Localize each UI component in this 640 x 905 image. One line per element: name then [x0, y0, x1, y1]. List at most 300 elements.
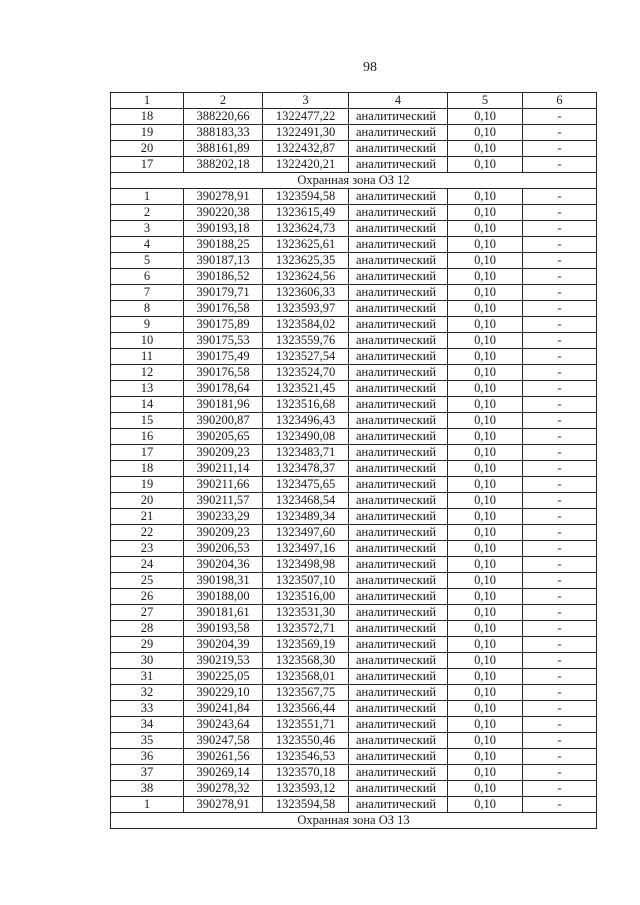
method-cell: аналитический — [349, 253, 448, 269]
accuracy-cell: 0,10 — [448, 589, 523, 605]
note-cell: - — [523, 541, 597, 557]
note-cell: - — [523, 365, 597, 381]
method-cell: аналитический — [349, 221, 448, 237]
accuracy-cell: 0,10 — [448, 205, 523, 221]
table-row — [111, 749, 597, 765]
note-cell: - — [523, 301, 597, 317]
point-number-cell: 14 — [111, 397, 184, 413]
accuracy-cell: 0,10 — [448, 525, 523, 541]
table-row — [111, 445, 597, 461]
table-row — [111, 125, 597, 141]
y-coordinate-cell: 1323615,49 — [263, 205, 349, 221]
table-row — [111, 605, 597, 621]
method-cell: аналитический — [349, 573, 448, 589]
method-cell: аналитический — [349, 381, 448, 397]
table-row — [111, 109, 597, 125]
table-row — [111, 349, 597, 365]
section-row — [111, 173, 597, 189]
point-number-cell: 20 — [111, 141, 184, 157]
x-coordinate-cell: 390193,58 — [184, 621, 263, 637]
table-row — [111, 269, 597, 285]
table-row — [111, 621, 597, 637]
accuracy-cell: 0,10 — [448, 605, 523, 621]
table-row — [111, 685, 597, 701]
method-cell: аналитический — [349, 237, 448, 253]
accuracy-cell: 0,10 — [448, 189, 523, 205]
x-coordinate-cell: 390211,57 — [184, 493, 263, 509]
x-coordinate-cell: 390186,52 — [184, 269, 263, 285]
coordinates-table-body — [111, 109, 597, 829]
method-cell: аналитический — [349, 717, 448, 733]
x-coordinate-cell: 390205,65 — [184, 429, 263, 445]
point-number-cell: 6 — [111, 269, 184, 285]
point-number-cell: 1 — [111, 797, 184, 813]
table-row — [111, 461, 597, 477]
note-cell: - — [523, 141, 597, 157]
note-cell: - — [523, 109, 597, 125]
method-cell: аналитический — [349, 701, 448, 717]
y-coordinate-cell: 1322491,30 — [263, 125, 349, 141]
y-coordinate-cell: 1323569,19 — [263, 637, 349, 653]
section-title: Охранная зона ОЗ 13 — [111, 813, 597, 829]
note-cell: - — [523, 669, 597, 685]
y-coordinate-cell: 1323584,02 — [263, 317, 349, 333]
x-coordinate-cell: 390176,58 — [184, 301, 263, 317]
point-number-cell: 33 — [111, 701, 184, 717]
method-cell: аналитический — [349, 157, 448, 173]
method-cell: аналитический — [349, 509, 448, 525]
note-cell: - — [523, 269, 597, 285]
note-cell: - — [523, 589, 597, 605]
table-row — [111, 765, 597, 781]
point-number-cell: 18 — [111, 109, 184, 125]
note-cell: - — [523, 621, 597, 637]
y-coordinate-cell: 1323624,56 — [263, 269, 349, 285]
method-cell: аналитический — [349, 477, 448, 493]
note-cell: - — [523, 221, 597, 237]
point-number-cell: 17 — [111, 157, 184, 173]
table-row — [111, 253, 597, 269]
x-coordinate-cell: 390211,66 — [184, 477, 263, 493]
note-cell: - — [523, 445, 597, 461]
y-coordinate-cell: 1323593,12 — [263, 781, 349, 797]
method-cell: аналитический — [349, 429, 448, 445]
y-coordinate-cell: 1323496,43 — [263, 413, 349, 429]
note-cell: - — [523, 429, 597, 445]
point-number-cell: 22 — [111, 525, 184, 541]
accuracy-cell: 0,10 — [448, 653, 523, 669]
y-coordinate-cell: 1323593,97 — [263, 301, 349, 317]
method-cell: аналитический — [349, 189, 448, 205]
x-coordinate-cell: 390211,14 — [184, 461, 263, 477]
x-coordinate-cell: 390188,25 — [184, 237, 263, 253]
method-cell: аналитический — [349, 349, 448, 365]
accuracy-cell: 0,10 — [448, 253, 523, 269]
method-cell: аналитический — [349, 205, 448, 221]
point-number-cell: 16 — [111, 429, 184, 445]
accuracy-cell: 0,10 — [448, 669, 523, 685]
column-header-6: 6 — [523, 93, 597, 109]
table-row — [111, 365, 597, 381]
point-number-cell: 2 — [111, 205, 184, 221]
accuracy-cell: 0,10 — [448, 541, 523, 557]
method-cell: аналитический — [349, 333, 448, 349]
table-row — [111, 797, 597, 813]
accuracy-cell: 0,10 — [448, 781, 523, 797]
method-cell: аналитический — [349, 685, 448, 701]
note-cell: - — [523, 477, 597, 493]
y-coordinate-cell: 1323524,70 — [263, 365, 349, 381]
method-cell: аналитический — [349, 285, 448, 301]
x-coordinate-cell: 390181,61 — [184, 605, 263, 621]
method-cell: аналитический — [349, 605, 448, 621]
accuracy-cell: 0,10 — [448, 701, 523, 717]
y-coordinate-cell: 1323498,98 — [263, 557, 349, 573]
y-coordinate-cell: 1323594,58 — [263, 189, 349, 205]
point-number-cell: 25 — [111, 573, 184, 589]
accuracy-cell: 0,10 — [448, 301, 523, 317]
x-coordinate-cell: 388202,18 — [184, 157, 263, 173]
note-cell: - — [523, 653, 597, 669]
y-coordinate-cell: 1323550,46 — [263, 733, 349, 749]
x-coordinate-cell: 390175,49 — [184, 349, 263, 365]
point-number-cell: 32 — [111, 685, 184, 701]
accuracy-cell: 0,10 — [448, 445, 523, 461]
x-coordinate-cell: 390278,91 — [184, 189, 263, 205]
accuracy-cell: 0,10 — [448, 685, 523, 701]
accuracy-cell: 0,10 — [448, 797, 523, 813]
page-number: 98 — [363, 60, 377, 75]
x-coordinate-cell: 390176,58 — [184, 365, 263, 381]
table-row — [111, 237, 597, 253]
table-row — [111, 525, 597, 541]
accuracy-cell: 0,10 — [448, 349, 523, 365]
point-number-cell: 35 — [111, 733, 184, 749]
point-number-cell: 30 — [111, 653, 184, 669]
table-row — [111, 717, 597, 733]
method-cell: аналитический — [349, 621, 448, 637]
section-row — [111, 813, 597, 829]
table-row — [111, 381, 597, 397]
x-coordinate-cell: 390209,23 — [184, 525, 263, 541]
point-number-cell: 11 — [111, 349, 184, 365]
accuracy-cell: 0,10 — [448, 637, 523, 653]
y-coordinate-cell: 1323546,53 — [263, 749, 349, 765]
point-number-cell: 19 — [111, 125, 184, 141]
table-row — [111, 141, 597, 157]
accuracy-cell: 0,10 — [448, 333, 523, 349]
note-cell: - — [523, 781, 597, 797]
accuracy-cell: 0,10 — [448, 397, 523, 413]
note-cell: - — [523, 317, 597, 333]
accuracy-cell: 0,10 — [448, 125, 523, 141]
x-coordinate-cell: 390204,39 — [184, 637, 263, 653]
y-coordinate-cell: 1323606,33 — [263, 285, 349, 301]
note-cell: - — [523, 557, 597, 573]
method-cell: аналитический — [349, 733, 448, 749]
note-cell: - — [523, 525, 597, 541]
y-coordinate-cell: 1322477,22 — [263, 109, 349, 125]
table-row — [111, 509, 597, 525]
y-coordinate-cell: 1322432,87 — [263, 141, 349, 157]
y-coordinate-cell: 1323570,18 — [263, 765, 349, 781]
note-cell: - — [523, 349, 597, 365]
x-coordinate-cell: 390193,18 — [184, 221, 263, 237]
y-coordinate-cell: 1323568,01 — [263, 669, 349, 685]
note-cell: - — [523, 749, 597, 765]
point-number-cell: 1 — [111, 189, 184, 205]
table-row — [111, 429, 597, 445]
table-row — [111, 493, 597, 509]
column-header-4: 4 — [349, 93, 448, 109]
y-coordinate-cell: 1323567,75 — [263, 685, 349, 701]
y-coordinate-cell: 1323516,68 — [263, 397, 349, 413]
accuracy-cell: 0,10 — [448, 717, 523, 733]
method-cell: аналитический — [349, 125, 448, 141]
accuracy-cell: 0,10 — [448, 749, 523, 765]
accuracy-cell: 0,10 — [448, 237, 523, 253]
y-coordinate-cell: 1323497,60 — [263, 525, 349, 541]
accuracy-cell: 0,10 — [448, 317, 523, 333]
point-number-cell: 18 — [111, 461, 184, 477]
y-coordinate-cell: 1323490,08 — [263, 429, 349, 445]
y-coordinate-cell: 1323566,44 — [263, 701, 349, 717]
x-coordinate-cell: 390247,58 — [184, 733, 263, 749]
x-coordinate-cell: 390219,53 — [184, 653, 263, 669]
note-cell: - — [523, 797, 597, 813]
point-number-cell: 29 — [111, 637, 184, 653]
accuracy-cell: 0,10 — [448, 573, 523, 589]
x-coordinate-cell: 390175,53 — [184, 333, 263, 349]
x-coordinate-cell: 390225,05 — [184, 669, 263, 685]
point-number-cell: 28 — [111, 621, 184, 637]
x-coordinate-cell: 388183,33 — [184, 125, 263, 141]
method-cell: аналитический — [349, 141, 448, 157]
method-cell: аналитический — [349, 109, 448, 125]
point-number-cell: 15 — [111, 413, 184, 429]
column-header-2: 2 — [184, 93, 263, 109]
point-number-cell: 13 — [111, 381, 184, 397]
table-row — [111, 317, 597, 333]
x-coordinate-cell: 390278,32 — [184, 781, 263, 797]
method-cell: аналитический — [349, 765, 448, 781]
y-coordinate-cell: 1323559,76 — [263, 333, 349, 349]
note-cell: - — [523, 285, 597, 301]
accuracy-cell: 0,10 — [448, 461, 523, 477]
note-cell: - — [523, 157, 597, 173]
point-number-cell: 38 — [111, 781, 184, 797]
table-row — [111, 733, 597, 749]
note-cell: - — [523, 493, 597, 509]
x-coordinate-cell: 390233,29 — [184, 509, 263, 525]
accuracy-cell: 0,10 — [448, 413, 523, 429]
point-number-cell: 36 — [111, 749, 184, 765]
point-number-cell: 12 — [111, 365, 184, 381]
note-cell: - — [523, 685, 597, 701]
x-coordinate-cell: 390175,89 — [184, 317, 263, 333]
x-coordinate-cell: 390229,10 — [184, 685, 263, 701]
table-row — [111, 589, 597, 605]
accuracy-cell: 0,10 — [448, 285, 523, 301]
y-coordinate-cell: 1323497,16 — [263, 541, 349, 557]
method-cell: аналитический — [349, 493, 448, 509]
accuracy-cell: 0,10 — [448, 477, 523, 493]
accuracy-cell: 0,10 — [448, 557, 523, 573]
y-coordinate-cell: 1323521,45 — [263, 381, 349, 397]
method-cell: аналитический — [349, 669, 448, 685]
x-coordinate-cell: 390188,00 — [184, 589, 263, 605]
point-number-cell: 37 — [111, 765, 184, 781]
x-coordinate-cell: 390261,56 — [184, 749, 263, 765]
x-coordinate-cell: 390278,91 — [184, 797, 263, 813]
method-cell: аналитический — [349, 461, 448, 477]
table-row — [111, 157, 597, 173]
y-coordinate-cell: 1323572,71 — [263, 621, 349, 637]
point-number-cell: 27 — [111, 605, 184, 621]
accuracy-cell: 0,10 — [448, 381, 523, 397]
x-coordinate-cell: 388161,89 — [184, 141, 263, 157]
x-coordinate-cell: 390179,71 — [184, 285, 263, 301]
point-number-cell: 4 — [111, 237, 184, 253]
method-cell: аналитический — [349, 637, 448, 653]
method-cell: аналитический — [349, 749, 448, 765]
point-number-cell: 8 — [111, 301, 184, 317]
note-cell: - — [523, 125, 597, 141]
accuracy-cell: 0,10 — [448, 509, 523, 525]
note-cell: - — [523, 605, 597, 621]
y-coordinate-cell: 1323475,65 — [263, 477, 349, 493]
x-coordinate-cell: 390187,13 — [184, 253, 263, 269]
column-header-5: 5 — [448, 93, 523, 109]
method-cell: аналитический — [349, 269, 448, 285]
y-coordinate-cell: 1323551,71 — [263, 717, 349, 733]
method-cell: аналитический — [349, 797, 448, 813]
table-row — [111, 333, 597, 349]
note-cell: - — [523, 717, 597, 733]
coordinates-table — [110, 92, 597, 829]
table-row — [111, 205, 597, 221]
y-coordinate-cell: 1323507,10 — [263, 573, 349, 589]
method-cell: аналитический — [349, 413, 448, 429]
point-number-cell: 20 — [111, 493, 184, 509]
table-row — [111, 781, 597, 797]
method-cell: аналитический — [349, 397, 448, 413]
note-cell: - — [523, 253, 597, 269]
y-coordinate-cell: 1323478,37 — [263, 461, 349, 477]
accuracy-cell: 0,10 — [448, 733, 523, 749]
point-number-cell: 26 — [111, 589, 184, 605]
point-number-cell: 21 — [111, 509, 184, 525]
table-header-row — [111, 93, 597, 109]
accuracy-cell: 0,10 — [448, 141, 523, 157]
point-number-cell: 5 — [111, 253, 184, 269]
x-coordinate-cell: 390243,64 — [184, 717, 263, 733]
note-cell: - — [523, 205, 597, 221]
y-coordinate-cell: 1323531,30 — [263, 605, 349, 621]
table-row — [111, 653, 597, 669]
y-coordinate-cell: 1323625,61 — [263, 237, 349, 253]
accuracy-cell: 0,10 — [448, 765, 523, 781]
y-coordinate-cell: 1323489,34 — [263, 509, 349, 525]
x-coordinate-cell: 390198,31 — [184, 573, 263, 589]
accuracy-cell: 0,10 — [448, 221, 523, 237]
column-header-1: 1 — [111, 93, 184, 109]
note-cell: - — [523, 189, 597, 205]
table-row — [111, 301, 597, 317]
accuracy-cell: 0,10 — [448, 365, 523, 381]
note-cell: - — [523, 381, 597, 397]
point-number-cell: 17 — [111, 445, 184, 461]
note-cell: - — [523, 397, 597, 413]
note-cell: - — [523, 765, 597, 781]
accuracy-cell: 0,10 — [448, 621, 523, 637]
point-number-cell: 10 — [111, 333, 184, 349]
accuracy-cell: 0,10 — [448, 269, 523, 285]
note-cell: - — [523, 237, 597, 253]
accuracy-cell: 0,10 — [448, 493, 523, 509]
x-coordinate-cell: 390206,53 — [184, 541, 263, 557]
table-row — [111, 573, 597, 589]
y-coordinate-cell: 1323624,73 — [263, 221, 349, 237]
accuracy-cell: 0,10 — [448, 157, 523, 173]
x-coordinate-cell: 390204,36 — [184, 557, 263, 573]
y-coordinate-cell: 1323483,71 — [263, 445, 349, 461]
table-row — [111, 557, 597, 573]
table-row — [111, 285, 597, 301]
note-cell: - — [523, 509, 597, 525]
point-number-cell: 24 — [111, 557, 184, 573]
table-row — [111, 413, 597, 429]
column-header-3: 3 — [263, 93, 349, 109]
x-coordinate-cell: 390220,38 — [184, 205, 263, 221]
method-cell: аналитический — [349, 445, 448, 461]
section-title: Охранная зона ОЗ 12 — [111, 173, 597, 189]
table-row — [111, 397, 597, 413]
table-row — [111, 701, 597, 717]
accuracy-cell: 0,10 — [448, 429, 523, 445]
table-row — [111, 637, 597, 653]
point-number-cell: 23 — [111, 541, 184, 557]
table-row — [111, 669, 597, 685]
x-coordinate-cell: 390209,23 — [184, 445, 263, 461]
point-number-cell: 34 — [111, 717, 184, 733]
y-coordinate-cell: 1323594,58 — [263, 797, 349, 813]
x-coordinate-cell: 390178,64 — [184, 381, 263, 397]
method-cell: аналитический — [349, 301, 448, 317]
method-cell: аналитический — [349, 781, 448, 797]
point-number-cell: 9 — [111, 317, 184, 333]
point-number-cell: 31 — [111, 669, 184, 685]
point-number-cell: 7 — [111, 285, 184, 301]
y-coordinate-cell: 1323568,30 — [263, 653, 349, 669]
note-cell: - — [523, 333, 597, 349]
y-coordinate-cell: 1323516,00 — [263, 589, 349, 605]
x-coordinate-cell: 390241,84 — [184, 701, 263, 717]
note-cell: - — [523, 461, 597, 477]
y-coordinate-cell: 1323468,54 — [263, 493, 349, 509]
note-cell: - — [523, 733, 597, 749]
x-coordinate-cell: 390181,96 — [184, 397, 263, 413]
note-cell: - — [523, 701, 597, 717]
method-cell: аналитический — [349, 365, 448, 381]
method-cell: аналитический — [349, 557, 448, 573]
table-row — [111, 189, 597, 205]
method-cell: аналитический — [349, 541, 448, 557]
method-cell: аналитический — [349, 653, 448, 669]
x-coordinate-cell: 390269,14 — [184, 765, 263, 781]
method-cell: аналитический — [349, 317, 448, 333]
y-coordinate-cell: 1323527,54 — [263, 349, 349, 365]
